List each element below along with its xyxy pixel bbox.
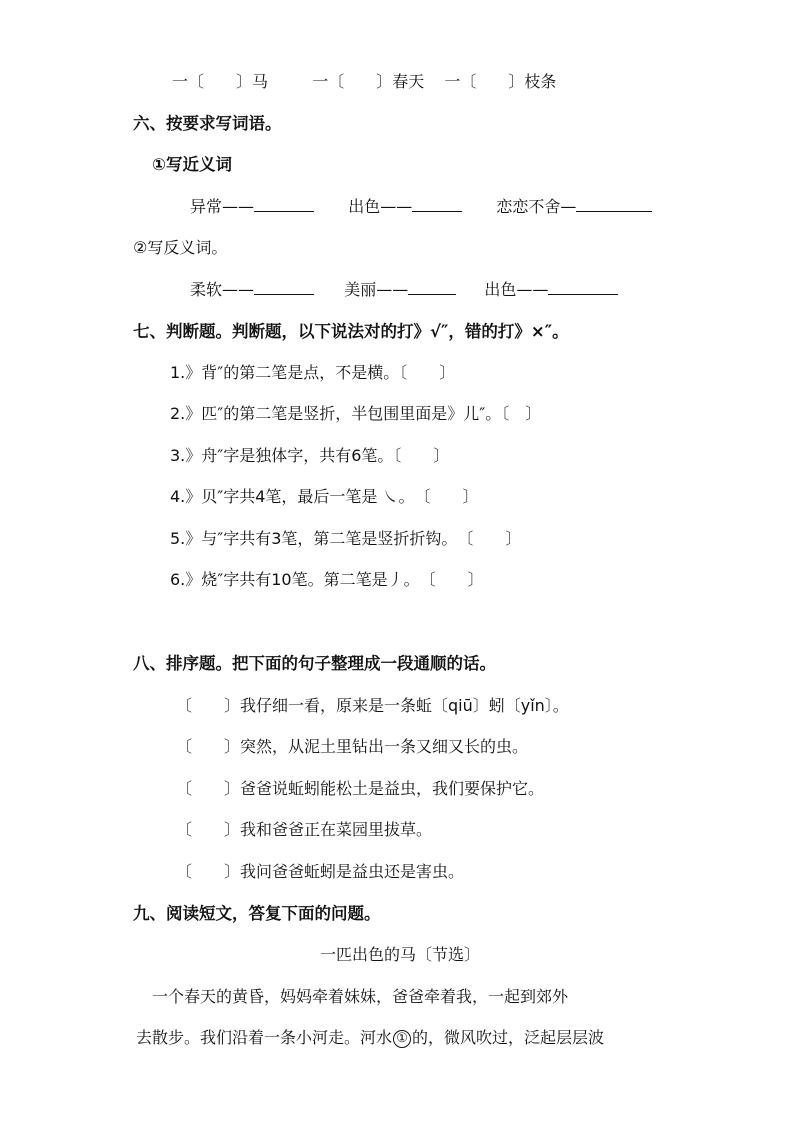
- measure-word-horse: 一〔 〕马: [172, 72, 269, 91]
- antonym-2-word: 美丽——: [344, 280, 409, 299]
- synonym-2-word: 出色——: [348, 197, 413, 216]
- blank-marker-1: ①: [393, 1030, 411, 1048]
- story-line-2-start: 去散步。我们沿着一条小河走。河水: [136, 1028, 393, 1047]
- section7-title: 七、判断题。判断题，以下说法对的打》√″，错的打》×″。: [133, 322, 569, 341]
- story-title: 一匹出色的马〔节选〕: [320, 945, 481, 964]
- measure-word-row: [172, 71, 556, 93]
- judge-item-1: 1.》背″的第二笔是点，不是横。〔 〕: [170, 363, 456, 382]
- judge-item-2: 2.》匹″的第二笔是竖折，半包围里面是》儿″。〔 〕: [170, 404, 542, 423]
- synonym-subtitle: ①写近义词: [152, 155, 232, 174]
- story-paragraph-line-1: 一个春天的黄昏，妈妈牵着妹妹，爸爸牵着我，一起到郊外: [136, 987, 569, 1006]
- story-paragraph-line-2: [136, 1027, 604, 1049]
- synonym-2-blank[interactable]: [412, 197, 462, 212]
- synonym-row: [190, 196, 652, 218]
- order-item-1: 〔 〕我仔细一看，原来是一条蚯〔qiū〕蚓〔yǐn〕。: [176, 696, 569, 715]
- judge-item-6: 6.》烧″字共有10笔。第二笔是丿。 〔 〕: [170, 570, 484, 589]
- order-item-5: 〔 〕我问爸爸蚯蚓是益虫还是害虫。: [176, 862, 465, 881]
- antonym-1-word: 柔软——: [190, 280, 255, 299]
- section9-title: 九、阅读短文，答复下面的问题。: [133, 904, 381, 923]
- judge-item-3: 3.》舟″字是独体字，共有6笔。〔 〕: [170, 446, 450, 465]
- antonym-3-blank[interactable]: [548, 280, 618, 295]
- antonym-3-word: 出色——: [484, 280, 549, 299]
- synonym-3-blank[interactable]: [576, 197, 652, 212]
- measure-word-branch: 一〔 〕枝条: [444, 72, 557, 91]
- story-line-2-end: 的，微风吹过，泛起层层波: [412, 1028, 605, 1047]
- synonym-1-word: 异常——: [190, 197, 255, 216]
- antonym-subtitle: ②写反义词。: [133, 238, 228, 257]
- section8-title: 八、排序题。把下面的句子整理成一段通顺的话。: [133, 654, 496, 673]
- antonym-2-blank[interactable]: [408, 280, 456, 295]
- judge-item-4: 4.》贝″字共4笔，最后一笔是 ㇏。 〔 〕: [170, 487, 479, 506]
- section6-title: 六、按要求写词语。: [133, 114, 282, 133]
- antonym-1-blank[interactable]: [254, 280, 314, 295]
- synonym-1-blank[interactable]: [254, 197, 314, 212]
- order-item-2: 〔 〕突然，从泥土里钻出一条又细又长的虫。: [176, 737, 529, 756]
- measure-word-spring: 一〔 〕春天: [312, 72, 425, 91]
- judge-item-5: 5.》与″字共有3笔，第二笔是竖折折钩。 〔 〕: [170, 529, 522, 548]
- antonym-row: [190, 279, 618, 301]
- synonym-3-word: 恋恋不舍—: [496, 197, 577, 216]
- order-item-3: 〔 〕爸爸说蚯蚓能松土是益虫，我们要保护它。: [176, 779, 545, 798]
- order-item-4: 〔 〕我和爸爸正在菜园里拔草。: [176, 820, 433, 839]
